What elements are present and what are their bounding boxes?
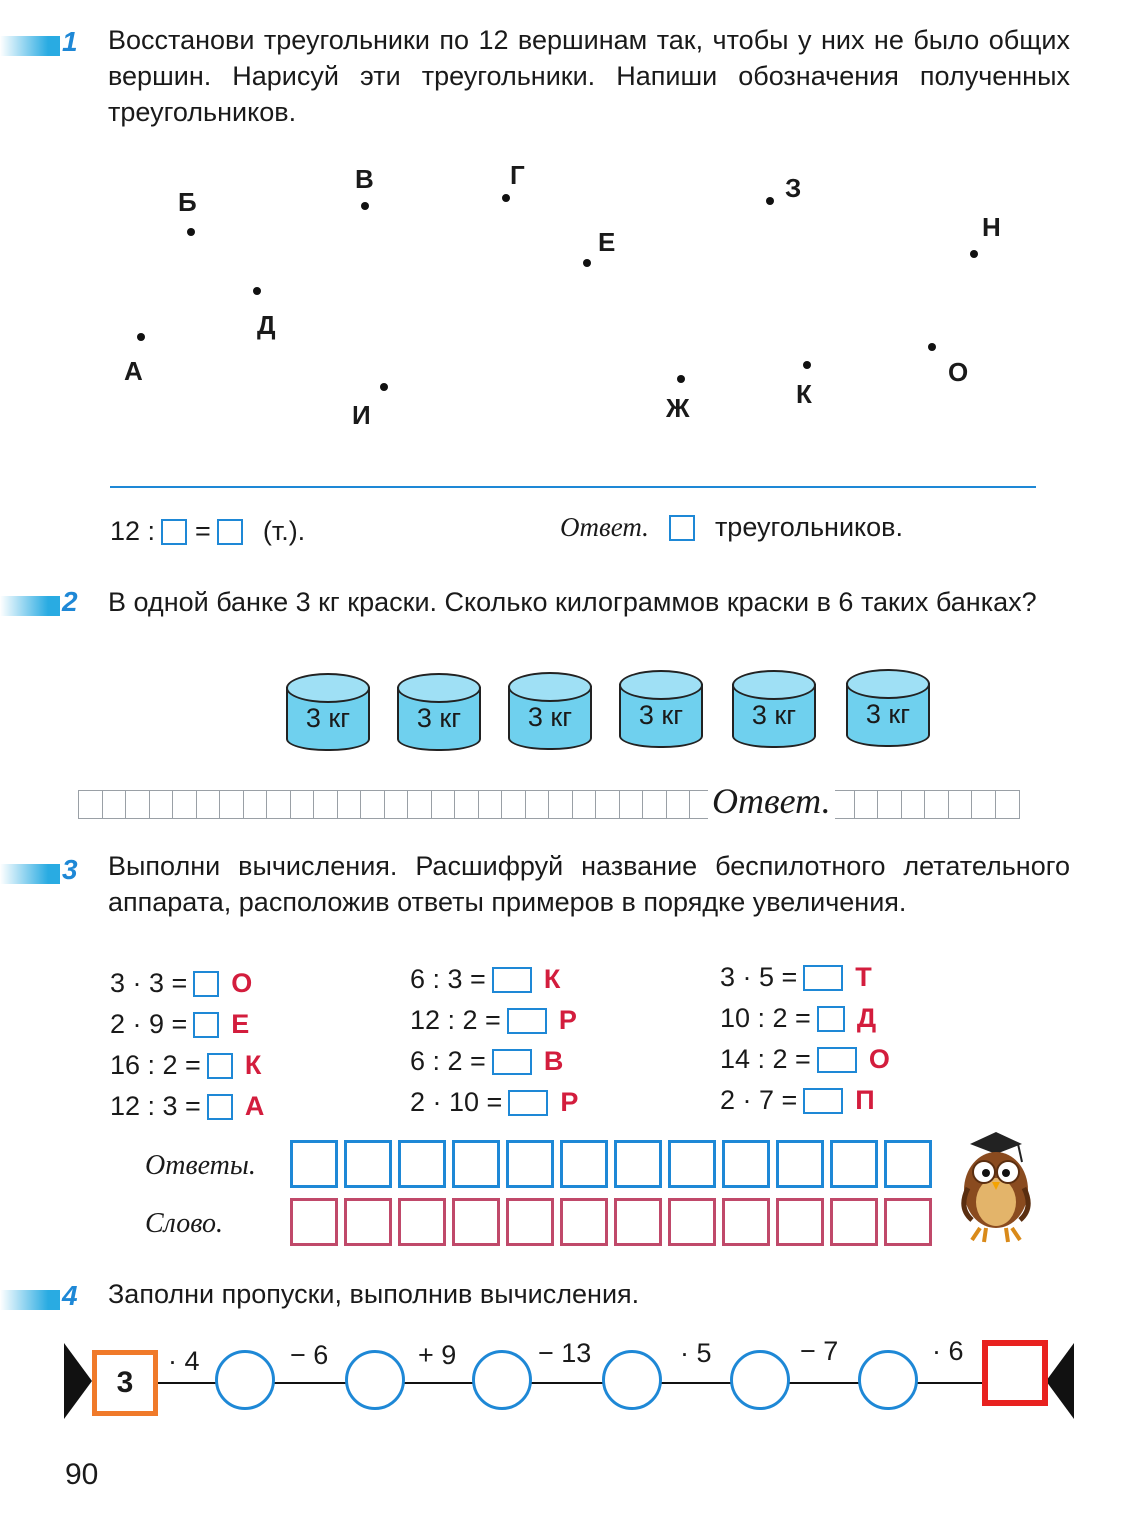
- vertex-label: Е: [598, 227, 616, 257]
- divider: [110, 486, 1036, 488]
- answer-box[interactable]: [217, 519, 243, 545]
- grid-cell[interactable]: [501, 790, 526, 819]
- operation-label: + 9: [418, 1340, 457, 1370]
- vertex-label: Б: [178, 187, 197, 217]
- task4-text: Заполни пропуски, выполнив вычисления.: [108, 1279, 640, 1309]
- answer-circle[interactable]: [858, 1350, 918, 1410]
- grid-cell[interactable]: [149, 790, 174, 819]
- word-row[interactable]: [290, 1198, 938, 1246]
- vertex-label: Д: [257, 310, 276, 340]
- grid-cell[interactable]: [431, 790, 456, 819]
- answer-circle[interactable]: [472, 1350, 532, 1410]
- grid-cell[interactable]: [196, 790, 221, 819]
- answer-cell[interactable]: [830, 1140, 878, 1188]
- answer-cell[interactable]: [344, 1140, 392, 1188]
- word-cell[interactable]: [560, 1198, 608, 1246]
- answer-cell[interactable]: [452, 1140, 500, 1188]
- answer-cell[interactable]: [722, 1140, 770, 1188]
- vertex-point[interactable]: [253, 287, 261, 295]
- answer-circle[interactable]: [345, 1350, 405, 1410]
- answer-label: Ответ.: [708, 780, 835, 822]
- vertex-label: Н: [982, 212, 1001, 242]
- vertex-label: З: [785, 173, 802, 203]
- answer-box[interactable]: [492, 1049, 532, 1075]
- answer-cell[interactable]: [290, 1140, 338, 1188]
- answer-cell[interactable]: [506, 1140, 554, 1188]
- grid-cell[interactable]: [125, 790, 150, 819]
- grid-cell[interactable]: [407, 790, 432, 819]
- task-marker: [0, 1290, 60, 1310]
- task-number: 3: [62, 854, 78, 885]
- vertex-label: О: [948, 357, 969, 387]
- answer-circle[interactable]: [730, 1350, 790, 1410]
- paint-can: 3 кг: [508, 672, 592, 750]
- grid-cell[interactable]: [290, 790, 315, 819]
- example: 16 : 2 = К: [110, 1050, 262, 1080]
- grid-cell[interactable]: [313, 790, 338, 819]
- answer-box[interactable]: [817, 1047, 857, 1073]
- paint-can: 3 кг: [732, 670, 816, 748]
- equation-prefix: 12 :: [110, 516, 156, 546]
- paint-can: 3 кг: [619, 670, 703, 748]
- example: 12 : 2 = Р: [410, 1005, 577, 1035]
- answer-box[interactable]: [669, 515, 695, 541]
- grid-cell[interactable]: [525, 790, 550, 819]
- task-marker: [0, 36, 60, 56]
- operation-label: · 6: [932, 1336, 964, 1366]
- task3-text: Выполни вычисления. Расшифруй название беспилотного летательного аппарата, расположив ответы примеров в порядке увеличения.: [108, 851, 1070, 917]
- answer-grid[interactable]: [78, 790, 1018, 819]
- grid-cell[interactable]: [854, 790, 879, 819]
- task2-text: В одной банке 3 кг краски. Сколько килограммов краски в 6 таких банках?: [108, 587, 1037, 617]
- answer-box[interactable]: [803, 965, 843, 991]
- vertex-point[interactable]: [928, 343, 936, 351]
- grid-cell[interactable]: [454, 790, 479, 819]
- vertex-point[interactable]: [677, 375, 685, 383]
- task-number: 1: [62, 26, 78, 57]
- grid-cell[interactable]: [572, 790, 597, 819]
- equation-suffix: (т.).: [262, 516, 306, 546]
- vertex-label: Ж: [666, 393, 690, 423]
- answer-box[interactable]: [803, 1088, 843, 1114]
- result-box[interactable]: [982, 1340, 1048, 1406]
- grid-cell[interactable]: [924, 790, 949, 819]
- grid-cell[interactable]: [478, 790, 503, 819]
- word-cell[interactable]: [884, 1198, 932, 1246]
- task1-text: Восстанови треугольники по 12 вершинам так, чтобы у них не было общих вершин. Нарисуй эти треугольники. Напиши обозначения полученных треугольников.: [108, 25, 1070, 127]
- answer-cell[interactable]: [560, 1140, 608, 1188]
- task-marker: [0, 864, 60, 884]
- grid-cell[interactable]: [619, 790, 644, 819]
- word-cell[interactable]: [344, 1198, 392, 1246]
- paint-can: 3 кг: [397, 673, 481, 751]
- word-cell[interactable]: [722, 1198, 770, 1246]
- grid-cell[interactable]: [384, 790, 409, 819]
- grid-cell[interactable]: [219, 790, 244, 819]
- equals-sign: =: [195, 516, 211, 546]
- grid-cell[interactable]: [901, 790, 926, 819]
- word-cell[interactable]: [776, 1198, 824, 1246]
- grid-cell[interactable]: [995, 790, 1020, 819]
- grid-cell[interactable]: [595, 790, 620, 819]
- vertex-point[interactable]: [187, 228, 195, 236]
- example: 6 : 3 = К: [410, 964, 561, 994]
- vertex-point[interactable]: [766, 197, 774, 205]
- example: 6 : 2 = В: [410, 1046, 564, 1076]
- grid-cell[interactable]: [266, 790, 291, 819]
- vertex-point[interactable]: [361, 202, 369, 210]
- example: 2 · 10 = Р: [410, 1087, 579, 1117]
- word-cell[interactable]: [290, 1198, 338, 1246]
- word-cell[interactable]: [506, 1198, 554, 1246]
- vertex-point[interactable]: [137, 333, 145, 341]
- page-number: 90: [65, 1458, 99, 1491]
- grid-cell[interactable]: [548, 790, 573, 819]
- grid-cell[interactable]: [666, 790, 691, 819]
- example: 10 : 2 = Д: [720, 1003, 877, 1033]
- task1-equation: [110, 516, 305, 547]
- task-number: 4: [62, 1280, 78, 1311]
- answer-box[interactable]: [193, 1012, 219, 1038]
- operation-label: · 4: [168, 1346, 200, 1376]
- example: 2 · 9 = Е: [110, 1009, 250, 1039]
- word-cell[interactable]: [452, 1198, 500, 1246]
- example: 3 · 5 = Т: [720, 962, 872, 992]
- grid-cell[interactable]: [337, 790, 362, 819]
- answers-label: Ответы.: [145, 1150, 256, 1181]
- word-label: Слово.: [145, 1208, 224, 1239]
- word-cell[interactable]: [830, 1198, 878, 1246]
- answer-cell[interactable]: [776, 1140, 824, 1188]
- grid-cell[interactable]: [971, 790, 996, 819]
- answer-cell[interactable]: [884, 1140, 932, 1188]
- example: 14 : 2 = О: [720, 1044, 890, 1074]
- example: 12 : 3 = А: [110, 1091, 265, 1121]
- vertex-point[interactable]: [502, 194, 510, 202]
- answer-box[interactable]: [161, 519, 187, 545]
- grid-cell[interactable]: [877, 790, 902, 819]
- answers-row[interactable]: [290, 1140, 938, 1188]
- vertex-point[interactable]: [970, 250, 978, 258]
- vertex-label: И: [352, 400, 371, 430]
- grid-cell[interactable]: [172, 790, 197, 819]
- answer-box[interactable]: [492, 967, 532, 993]
- chain-start-arrow: [64, 1343, 92, 1419]
- operation-label: − 6: [290, 1340, 329, 1370]
- grid-cell[interactable]: [78, 790, 103, 819]
- paint-can: 3 кг: [846, 669, 930, 747]
- vertex-point[interactable]: [803, 361, 811, 369]
- answer-cell[interactable]: [668, 1140, 716, 1188]
- vertex-label: В: [355, 164, 374, 194]
- task-marker: [0, 596, 60, 616]
- task-number: 2: [62, 586, 78, 617]
- operation-label: · 5: [680, 1338, 712, 1368]
- vertex-point[interactable]: [583, 259, 591, 267]
- grid-cell[interactable]: [102, 790, 127, 819]
- word-cell[interactable]: [668, 1198, 716, 1246]
- vertex-point[interactable]: [380, 383, 388, 391]
- word-cell[interactable]: [614, 1198, 662, 1246]
- grid-cell[interactable]: [360, 790, 385, 819]
- owl-icon: [956, 1128, 1036, 1246]
- grid-cell[interactable]: [948, 790, 973, 819]
- answer-box[interactable]: [207, 1094, 233, 1120]
- task1-answer: [560, 512, 903, 543]
- answer-box[interactable]: [508, 1090, 548, 1116]
- example: 2 · 7 = П: [720, 1085, 875, 1115]
- word-cell[interactable]: [398, 1198, 446, 1246]
- answer-word: треугольников.: [714, 512, 904, 542]
- grid-cell[interactable]: [642, 790, 667, 819]
- answer-circle[interactable]: [602, 1350, 662, 1410]
- operation-label: − 7: [800, 1336, 839, 1366]
- paint-can: 3 кг: [286, 673, 370, 751]
- example: 3 · 3 = О: [110, 968, 253, 998]
- answer-box[interactable]: [507, 1008, 547, 1034]
- operation-label: − 13: [538, 1338, 592, 1368]
- answer-circle[interactable]: [215, 1350, 275, 1410]
- vertex-label: Г: [510, 160, 525, 190]
- answer-label: Ответ.: [560, 512, 649, 542]
- answer-box[interactable]: [193, 971, 219, 997]
- answer-box[interactable]: [817, 1006, 845, 1032]
- answer-cell[interactable]: [614, 1140, 662, 1188]
- answer-box[interactable]: [207, 1053, 233, 1079]
- vertex-label: А: [124, 356, 143, 386]
- chain-end-arrow: [1046, 1343, 1074, 1419]
- answer-cell[interactable]: [398, 1140, 446, 1188]
- vertex-label: К: [796, 379, 812, 409]
- grid-cell[interactable]: [243, 790, 268, 819]
- start-box: 3: [92, 1350, 158, 1416]
